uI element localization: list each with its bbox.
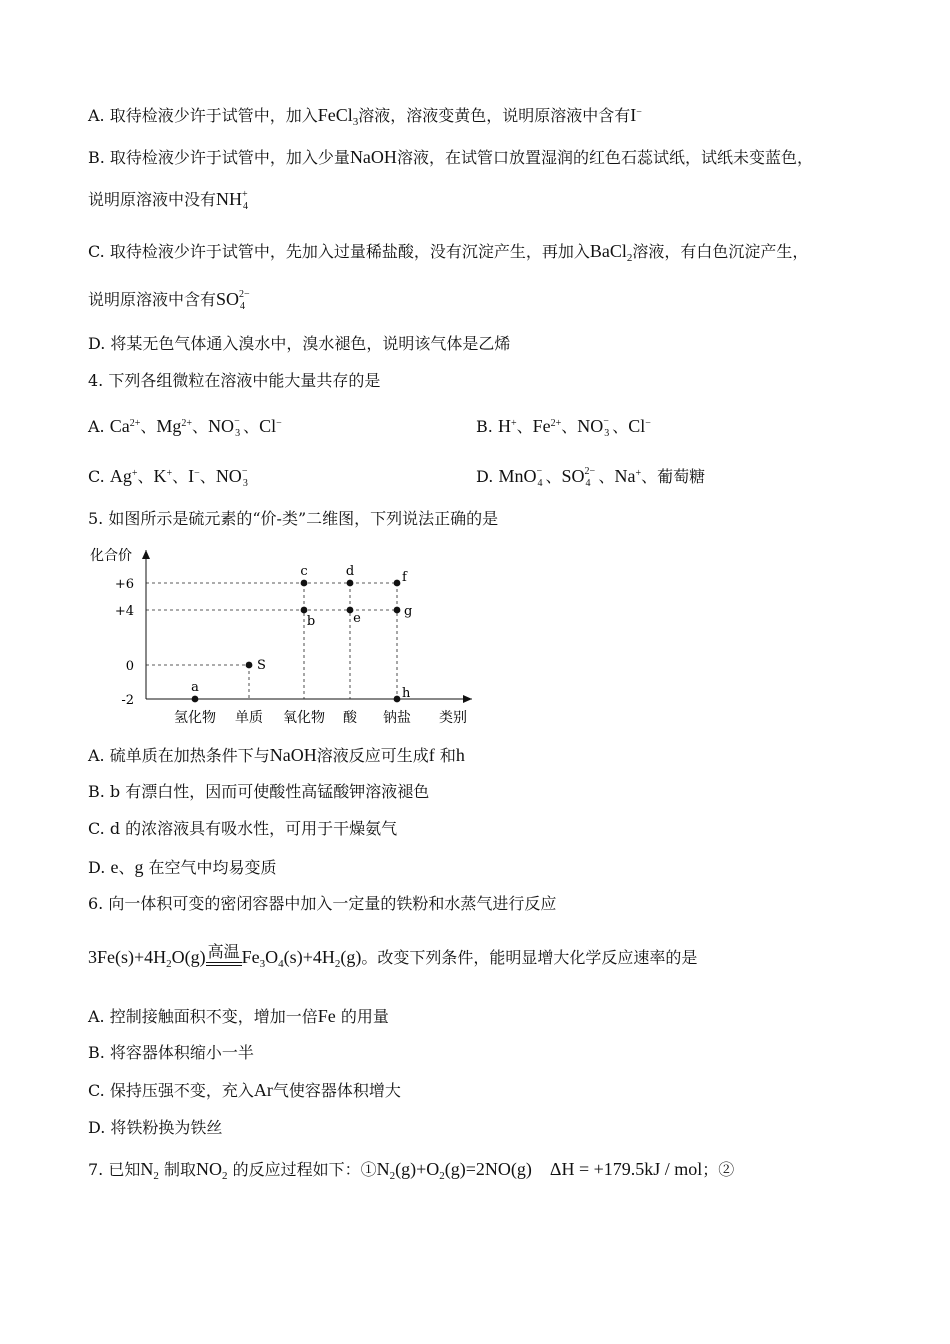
ion-formula: K+: [153, 466, 173, 486]
q7-tail: ；②: [702, 1160, 735, 1179]
ion-formula: NH + 4: [216, 188, 249, 212]
y-axis-arrow: [142, 550, 150, 559]
point-label-b: b: [306, 614, 316, 629]
ion-formula: $Fe^{2+}$: [532, 416, 562, 436]
q6-option-a: A. 控制接触面积不变，增加一倍Fe 的用量: [88, 1006, 389, 1026]
y-tick-label: -2: [121, 693, 134, 708]
ion-formula: NO − 3: [577, 415, 610, 439]
fe-symbol: Fe: [317, 1006, 336, 1026]
q6-equation: [88, 941, 698, 975]
q4-option-d: D. MnO − 4 、SO 2− 4 、Na+、葡萄糖: [476, 465, 706, 489]
ion-formula: NO − 3: [215, 465, 248, 489]
point-label-f: f: [402, 570, 407, 585]
q3-b-text: B. 取待检液少许于试管中，加入少量: [88, 148, 350, 167]
point-e-ref: e: [110, 857, 119, 877]
q3-option-b-line2: [88, 188, 251, 211]
reagent-formula: BaCl$_2$: [589, 241, 633, 264]
option-label: D.: [476, 467, 499, 486]
ion-formula: SO 2− 4: [561, 465, 596, 489]
q3-option-a: [88, 102, 642, 133]
q3-option-b: [88, 146, 813, 169]
ar-symbol: Ar: [253, 1080, 273, 1100]
q5-option-c: C. d 的浓溶液具有吸水性，可用于干燥氨气: [88, 819, 398, 838]
equation-rhs: $Fe_3O_4(s)+4H_2(g)$: [241, 947, 362, 970]
q4-option-a: A. $Ca^{2+}$、$Mg^{2+}$、NO − 3 、Cl−: [88, 415, 282, 439]
y-tick-label: +4: [114, 604, 134, 619]
ion-formula: MnO − 4: [498, 465, 543, 489]
point-c: [301, 580, 308, 587]
option-label: A.: [88, 417, 110, 436]
ion-formula: $Mg^{2+}$: [156, 416, 193, 436]
q5-option-a: [88, 744, 465, 767]
q5-a-and: 和: [439, 746, 456, 765]
q6-stem-tail: 。改变下列条件，能明显增大化学反应速率的是: [361, 948, 698, 967]
point-b: [301, 607, 308, 614]
point-label-e: e: [353, 611, 361, 626]
reagent-formula: FeCl$_3$: [317, 105, 359, 128]
q3-c-text3: 说明原溶液中含有: [88, 290, 217, 309]
ion-formula: NO − 3: [208, 415, 241, 439]
q6-option-d: D. 将铁粉换为铁丝: [88, 1118, 223, 1137]
point-f-ref: f: [428, 745, 435, 765]
point-h: [394, 696, 401, 703]
point-label-h: h: [402, 686, 411, 701]
ion-formula: Cl−: [259, 416, 282, 436]
y-tick-label: +6: [114, 577, 134, 592]
ion-formula: I−: [630, 105, 642, 125]
q5-d-label: D.: [88, 858, 106, 877]
q3-b-text2: 溶液，在试管口放置湿润的红色石蕊试纸，试纸未变蓝色，: [396, 148, 813, 167]
q3-c-text2: 溶液，有白色沉淀产生，: [632, 242, 809, 261]
q4-option-c: C. Ag+、K+、I−、NO − 3: [88, 463, 251, 488]
no2-formula: $NO_2$: [195, 1159, 228, 1182]
point-a: [192, 696, 199, 703]
n2-formula: $N_2$: [140, 1159, 159, 1182]
ion-formula: $Ca^{2+}$: [109, 416, 141, 436]
x-axis-arrow: [463, 695, 472, 703]
q6-option-c: C. 保持压强不变，充入Ar气使容器体积增大: [88, 1080, 401, 1100]
point-g-ref: g: [134, 857, 144, 877]
q4-option-b: B. H+、$Fe^{2+}$、NO − 3 、Cl−: [476, 415, 651, 439]
q3-option-d: D. 将某无色气体通入溴水中，溴水褪色，说明该气体是乙烯: [88, 334, 511, 353]
x-axis-label: 类别: [439, 710, 467, 726]
y-tick-label: 0: [125, 659, 134, 674]
x-tick-label: 氢化物: [174, 710, 216, 726]
ion-formula: H+: [497, 416, 517, 436]
q3-option-c-line2: [88, 288, 253, 311]
q3-a-text2: 溶液，溶液变黄色，说明原溶液中含有: [358, 106, 631, 125]
point-d: [347, 580, 354, 587]
option-tail: 葡萄糖: [657, 467, 706, 486]
point-label-g: g: [404, 604, 413, 619]
ion-formula: SO 2− 4: [216, 288, 250, 312]
point-label-c: c: [300, 564, 308, 579]
q5-stem: 5. 如图所示是硫元素的“价-类”二维图，下列说法正确的是: [88, 509, 499, 528]
equation-1: $N_2(g)+O_2(g)=2NO(g)$: [376, 1159, 532, 1182]
x-tick-label: 单质: [235, 710, 263, 726]
q6-option-b: B. 将容器体积缩小一半: [88, 1043, 254, 1062]
reaction-condition: 高温: [206, 952, 242, 966]
q4-stem: 4. 下列各组微粒在溶液中能大量共存的是: [88, 371, 381, 390]
q5-option-b: B. b 有漂白性，因而可使酸性高锰酸钾溶液褪色: [88, 782, 430, 801]
enthalpy-value: ΔH = +179.5kJ / mol: [549, 1159, 703, 1179]
q3-b-text3: 说明原溶液中没有: [88, 190, 217, 209]
q3-a-text: A. 取待检液少许于试管中，加入: [88, 106, 318, 125]
q3-option-c: [88, 240, 808, 269]
ion-formula: Cl−: [628, 416, 651, 436]
option-label: C.: [88, 467, 110, 486]
point-h-ref: h: [455, 745, 465, 765]
q5-a-text2: 溶液反应可生成: [316, 746, 429, 765]
x-tick-label: 酸: [343, 710, 357, 726]
reagent-formula: NaOH: [269, 745, 317, 765]
q5-option-d: D. e、g 在空气中均易变质: [88, 857, 277, 877]
q5-d-text: 在空气中均易变质: [148, 858, 277, 877]
q6-stem: 6. 向一体积可变的密闭容器中加入一定量的铁粉和水蒸气进行反应: [88, 894, 557, 913]
q3-c-text: C. 取待检液少许于试管中，先加入过量稀盐酸，没有沉淀产生，再加入: [88, 242, 590, 261]
q5-a-text: A. 硫单质在加热条件下与: [88, 746, 270, 765]
x-tick-label: 钠盐: [383, 710, 411, 726]
reagent-formula: NaOH: [349, 147, 397, 167]
valence-class-chart: [80, 540, 500, 735]
equation-lhs: $3Fe(s)+4H_2O(g)$: [88, 947, 206, 970]
ion-formula: I−: [188, 466, 200, 486]
point-g: [394, 607, 401, 614]
point-label-a: a: [191, 680, 199, 695]
point-label-d: d: [345, 564, 355, 579]
point-S: [246, 662, 253, 669]
point-f: [394, 580, 401, 587]
ion-formula: Ag+: [109, 466, 138, 486]
ion-formula: Na+: [614, 466, 642, 486]
point-label-S: S: [257, 658, 266, 673]
q7-stem: 7. 已知$N_2$ 制取$NO_2$ 的反应过程如下：$①N_2(g)+O_2(g)=2NO(g) \Delta H = +179.5kJ$ / mol；②: [88, 1159, 735, 1182]
y-axis-label: 化合价: [90, 548, 132, 564]
x-tick-label: 氧化物: [283, 710, 325, 726]
option-label: B.: [476, 417, 498, 436]
